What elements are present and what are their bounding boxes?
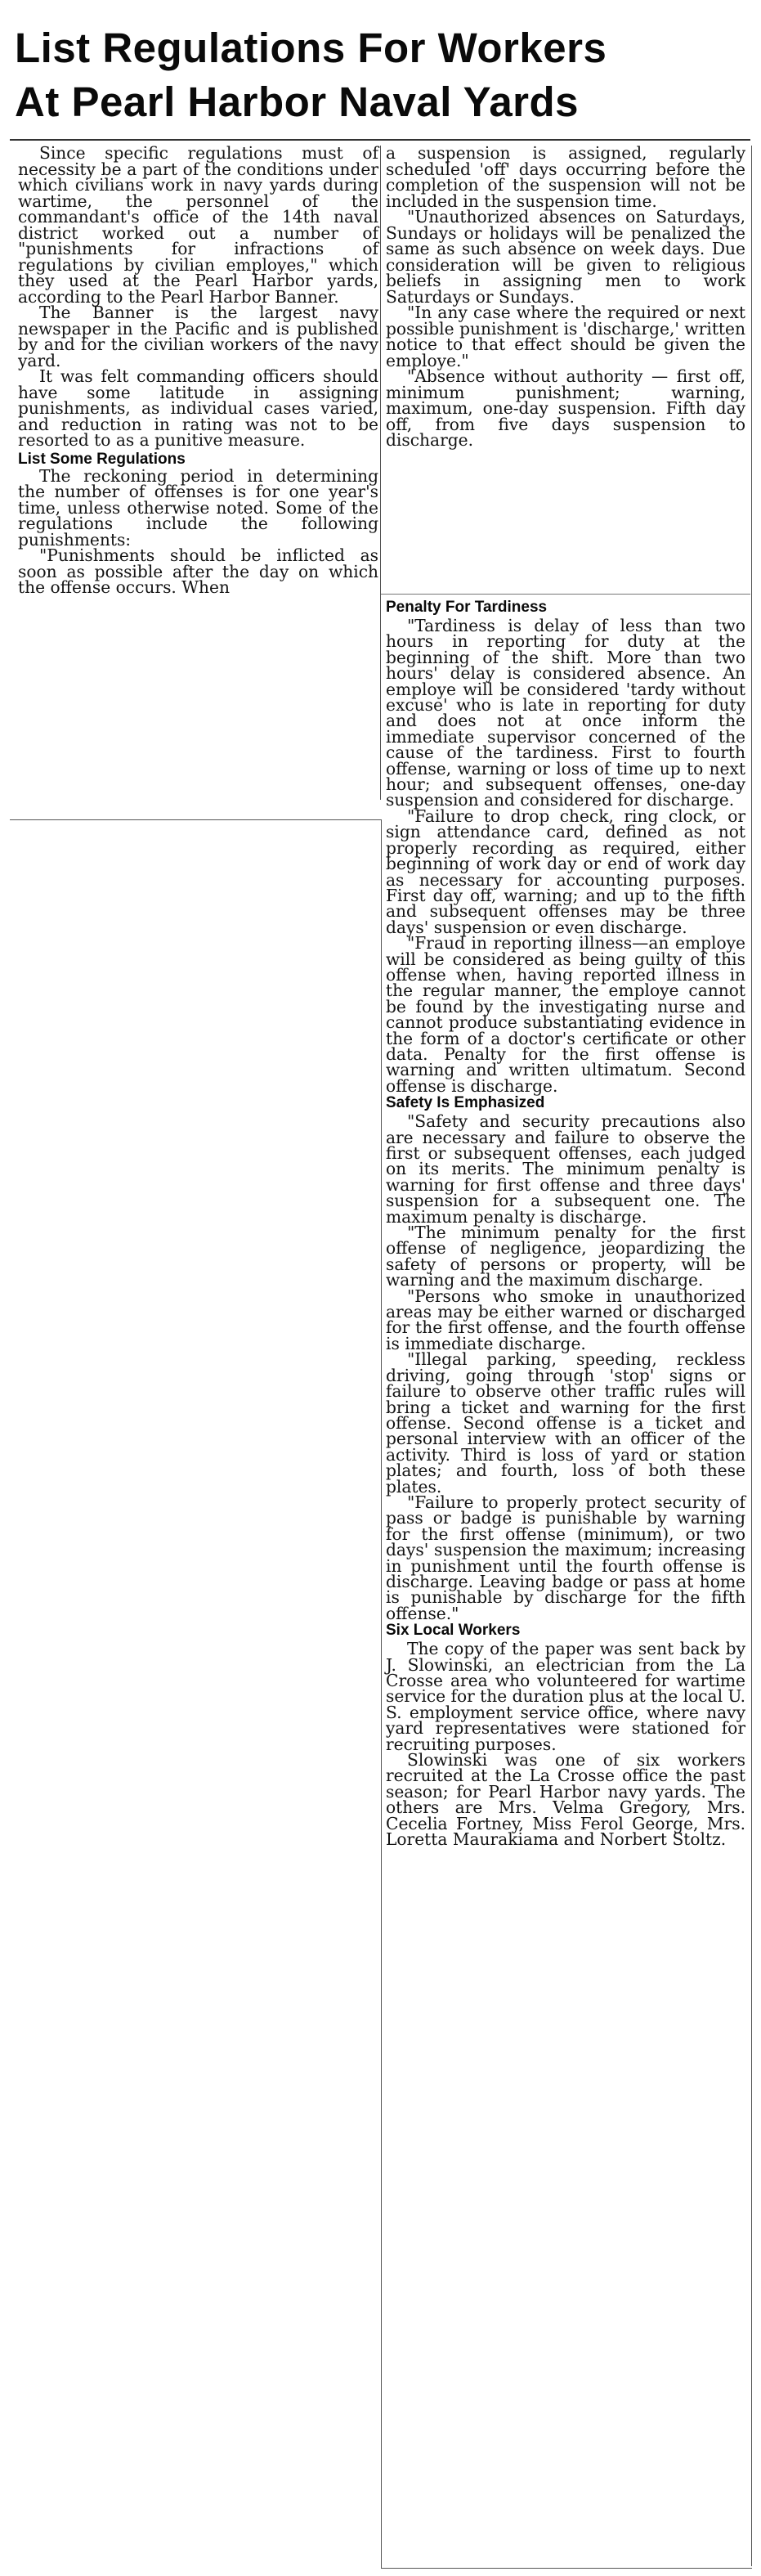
paragraph: It was felt commanding officers should have some latitude in assigning punishments, as individual cases varied, and reduction in rating was not to be resorted to as a punitive measure. bbox=[18, 366, 378, 450]
paragraph: "Punishments should be inflicted as soon as possible after the day on which the offense occurs. When bbox=[18, 545, 378, 597]
paragraph: "The minimum penalty for the first offense of negligence, jeopardizing the safety of persons or property, will be warning and the maximum discharge. bbox=[386, 1223, 745, 1290]
paragraph: "Persons who smoke in unauthorized areas may be either warned or discharged for the first offense, and the fourth offense is immediate discharge. bbox=[386, 1286, 745, 1353]
paragraph: "In any case where the required or next possible punishment is 'discharge,' written notice to that effect should be given the employe." bbox=[386, 303, 745, 370]
paragraph: "Absence without authority — first off, minimum punishment; warning, maximum, one-day suspension. Fifth day off, from five days suspension to discharge. bbox=[386, 366, 745, 450]
paragraph: "Illegal parking, speeding, reckless driving, going through 'stop' signs or failure to observe other traffic rules will bring a ticket and warning for the first offense. Second offense is a ticket and personal interview with an officer of the activity. Third is loss of yard or station plates; and fourth, loss of both these plates. bbox=[386, 1349, 745, 1497]
right-border-rule bbox=[751, 146, 752, 2566]
right-column bbox=[386, 143, 745, 450]
section-rule bbox=[381, 594, 750, 595]
column-end-rule bbox=[10, 819, 381, 820]
paragraph: "Failure to properly protect security of pass or badge is punishable by warning for the first offense (minimum), or two days' suspension the maximum; increasing in punishment until the fourth offense is discharge. Leaving badge or pass at home is punishable by discharge for the fifth offense." bbox=[386, 1492, 745, 1623]
headline bbox=[15, 21, 750, 129]
column-divider bbox=[380, 146, 381, 800]
subhead-safety-is-emphasized: Safety Is Emphasized bbox=[386, 1094, 545, 1112]
continued-column bbox=[386, 599, 746, 1850]
paragraph: "Unauthorized absences on Saturdays, Sundays or holidays will be penalized the same as such absence on week days. Due consideration will be given to religious beliefs in assigning men to work Saturdays or Sundays. bbox=[386, 207, 745, 307]
headline-line-1: List Regulations For Workers bbox=[15, 25, 607, 71]
headline-line-2: At Pearl Harbor Naval Yards bbox=[15, 79, 580, 125]
paragraph: Slowinski was one of six workers recruited at the La Crosse office the past season; for Pearl Harbor navy yards. The others are Mrs. Velma Gregory, Mrs. Cecelia Fortney, Miss Ferol George, Mrs. Loretta Maurakiama and Norbert Stoltz. bbox=[386, 1750, 745, 1850]
subhead-list-some-regulations: List Some Regulations bbox=[18, 450, 186, 468]
paragraph: a suspension is assigned, regularly scheduled 'off' days occurring before the completion of the suspension will not be included in the suspension time. bbox=[386, 143, 745, 211]
paragraph: "Failure to drop check, ring clock, or sign attendance card, defined as not properly recording as required, either beginning of work day or end of work day as necessary for accounting purposes. First day off, warning; and up to the fifth and subsequent offenses may be three days' suspension or even discharge. bbox=[386, 806, 745, 937]
paragraph: The copy of the paper was sent back by J. Slowinski, an electrician from the La Crosse area who volunteered for wartime service for the duration plus at the local U. S. employment service office, where navy yard representatives were stationed for recruiting purposes. bbox=[386, 1639, 746, 1754]
subhead-six-local-workers: Six Local Workers bbox=[386, 1622, 521, 1640]
headline-rule bbox=[10, 139, 750, 141]
bottom-rule bbox=[381, 2568, 752, 2569]
paragraph: The Banner is the largest navy newspaper in the Pacific and is published by and for the civilian workers of the navy yard. bbox=[18, 303, 378, 370]
continued-column-divider bbox=[381, 819, 382, 2568]
paragraph: Since specific regulations must of necessity be a part of the conditions under which civilians work in navy yards during wartime, the personnel of the commandant's office of the 14th naval district worked out a number of "punishments for infractions of regulations by civilian employes," which they used at the Pearl Harbor yards, according to the Pearl Harbor Banner. bbox=[18, 143, 378, 307]
left-column bbox=[18, 143, 378, 597]
subhead-penalty-for-tardiness: Penalty For Tardiness bbox=[386, 599, 548, 616]
paragraph: "Tardiness is delay of less than two hours in reporting for duty at the beginning of the shift. More than two hours' delay is considered absence. An employe will be considered 'tardy without excuse' who is late in reporting for duty and does not at once inform the immediate supervisor concerned of the cause of the tardiness. First to fourth offense, warning or loss of time up to next hour; and subsequent offenses, one-day suspension and considered for discharge. bbox=[386, 616, 745, 810]
paragraph: "Safety and security precautions also are necessary and failure to observe the first or subsequent offenses, each judged on its merits. The minimum penalty is warning for first offense and three days' suspension for a subsequent one. The maximum penalty is discharge. bbox=[386, 1111, 745, 1227]
paragraph: The reckoning period in determining the number of offenses is for one year's time, unless otherwise noted. Some of the regulations include the following punishments: bbox=[18, 465, 378, 550]
paragraph: "Fraud in reporting illness—an employe will be considered as being guilty of this offense when, having reported illness in the regular manner, the employe cannot be found by the investigating nurse and cannot produce substantiating evidence in the form of a doctor's certificate or other data. Penalty for the first offense is warning and written ultimatum. Second offense is discharge. bbox=[386, 933, 745, 1096]
